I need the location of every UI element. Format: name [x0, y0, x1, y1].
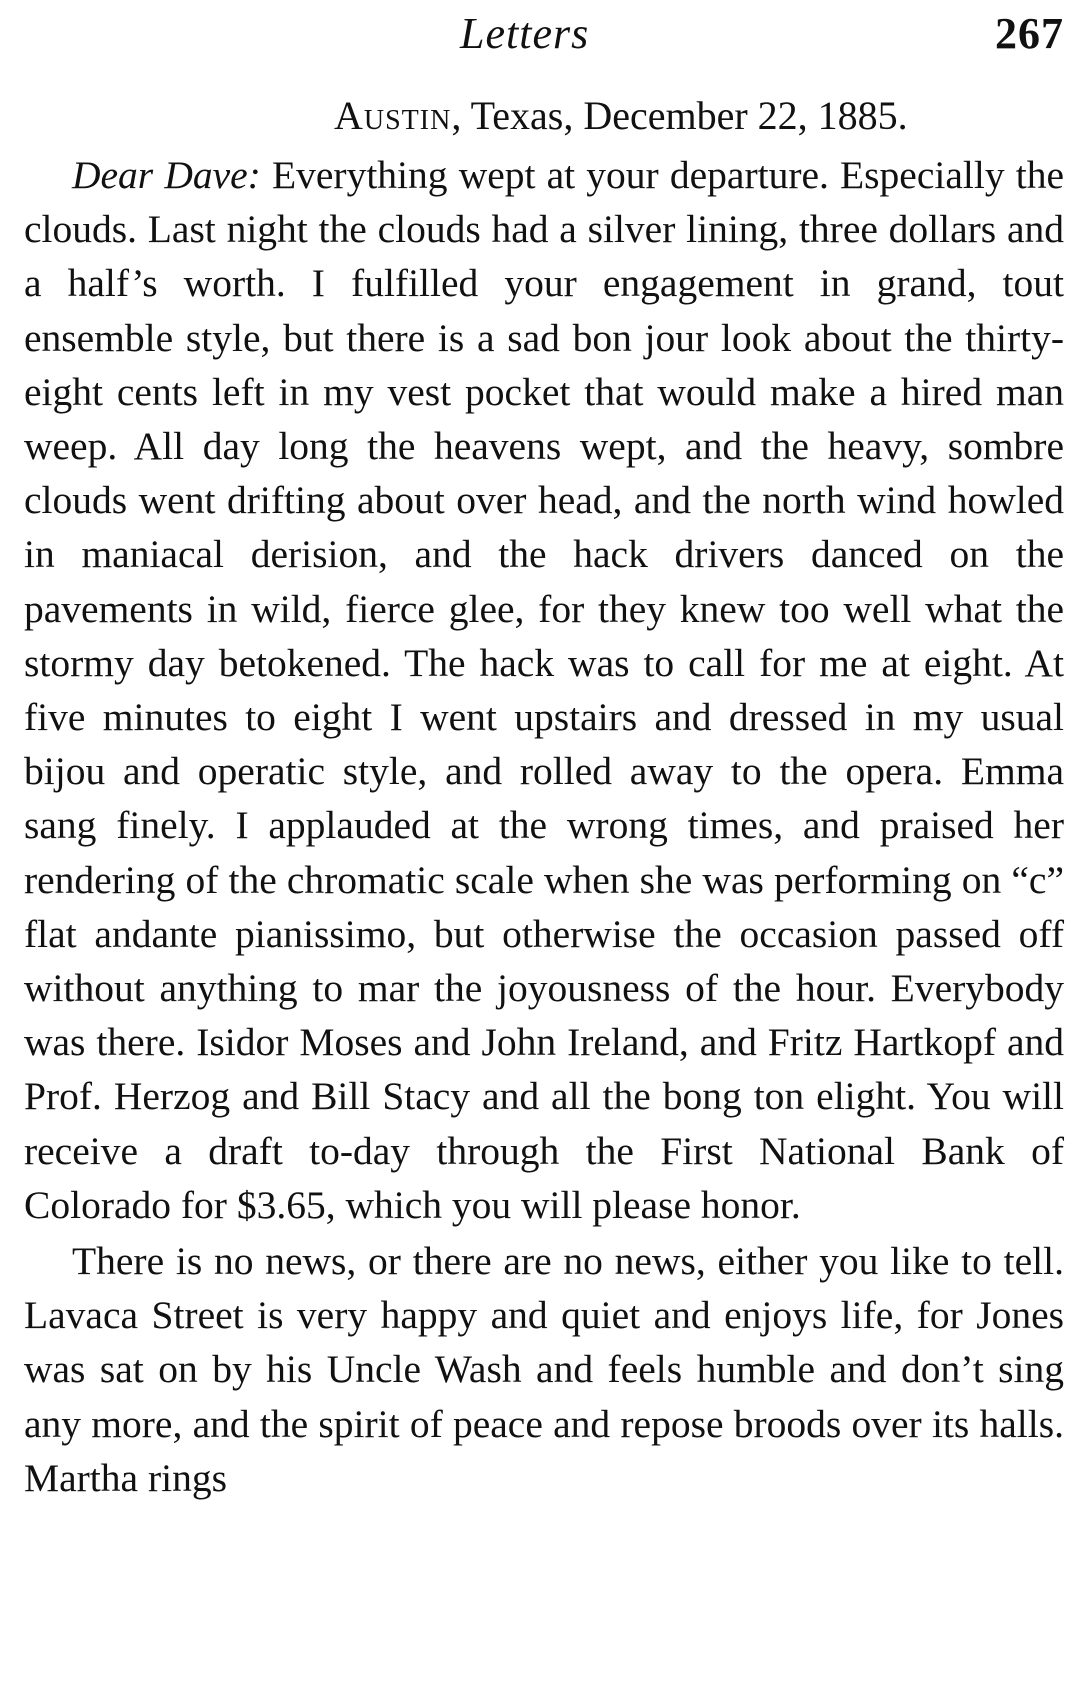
paragraph-2-text: There is no news, or there are no news, either you like to tell. Lavaca Street is very happy and quiet and enjoys life, for Jones was sat on by his Uncle Wash and feels humble and don’t sing any more, and the spirit of peace and repose broods over its halls. Martha rings	[24, 1239, 1064, 1500]
paragraph-1-text: Everything wept at your departure. Especially the clouds. Last night the clouds had a silver lining, three dollars and a half’s worth. I fulfilled your engagement in grand, tout ensemble style, but there is a sad bon jour look about the thirty-eight cents left in my vest pocket that would make a hired man weep. All day long the heavens wept, and the heavy, sombre clouds went drifting about over head, and the north wind howled in maniacal derision, and the hack drivers danced on the pavements in wild, fierce glee, for they knew too well what the stormy day betokened. The hack was to call for me at eight. At five minutes to eight I went upstairs and dressed in my usual bijou and operatic style, and rolled away to the opera. Emma sang finely. I applauded at the wrong times, and praised her rendering of the chromatic scale when she was performing on “c” flat andante pianissimo, but otherwise the occasion passed off without anything to mar the joyousness of the hour. Everybody was there. Isidor Moses and John Ireland, and Fritz Hartkopf and Prof. Herzog and Bill Stacy and all the bong ton elight. You will receive a draft to-day through the First National Bank of Colorado for $3.65, which you will please honor.	[24, 153, 1064, 1227]
dateline-place: Austin	[334, 93, 452, 138]
letter-dateline	[334, 92, 908, 139]
paragraph-1	[24, 148, 1064, 1232]
salutation: Dear Dave:	[72, 153, 261, 197]
running-head-title: Letters	[460, 9, 590, 58]
dateline-date: , Texas, December 22, 1885.	[451, 93, 908, 138]
paragraph-2	[24, 1234, 1064, 1505]
running-head	[0, 8, 1092, 68]
letter-body	[24, 148, 1064, 1505]
page-number: 267	[995, 9, 1064, 58]
